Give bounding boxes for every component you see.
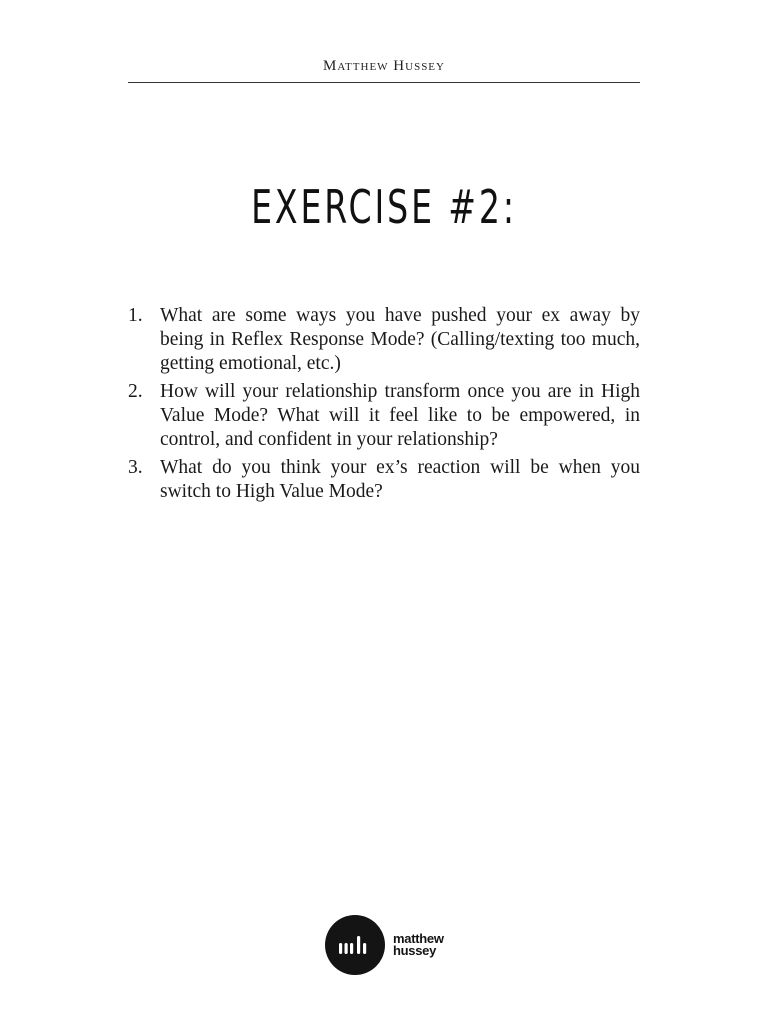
- question-text: What do you think your ex’s reaction will be when you switch to High Value Mode?: [160, 457, 640, 502]
- logo-line2: hussey: [393, 943, 437, 958]
- running-header: Matthew Hussey: [323, 58, 445, 74]
- logo-wordmark: [393, 933, 444, 957]
- brand-logo: [325, 914, 444, 976]
- question-number: 2.: [128, 381, 143, 402]
- question-text: What are some ways you have pushed your ex away by being in Reflex Response Mode? (Calling/texting too much, getting emotional, etc.): [160, 305, 640, 374]
- header-divider: [128, 82, 640, 83]
- question-list: [128, 304, 640, 508]
- question-item: [128, 456, 640, 504]
- logo-line1: matthew: [393, 931, 444, 946]
- question-number: 3.: [128, 457, 143, 478]
- question-item: [128, 380, 640, 452]
- bars-logo-icon: [338, 935, 372, 955]
- question-number: 1.: [128, 305, 143, 326]
- exercise-title: EXERCISE #2:: [251, 180, 517, 234]
- logo-circle: [325, 915, 385, 975]
- question-text: How will your relationship transform once you are in High Value Mode? What will it feel like to be empowered, in control, and confident in your relationship?: [160, 381, 640, 450]
- question-item: [128, 304, 640, 376]
